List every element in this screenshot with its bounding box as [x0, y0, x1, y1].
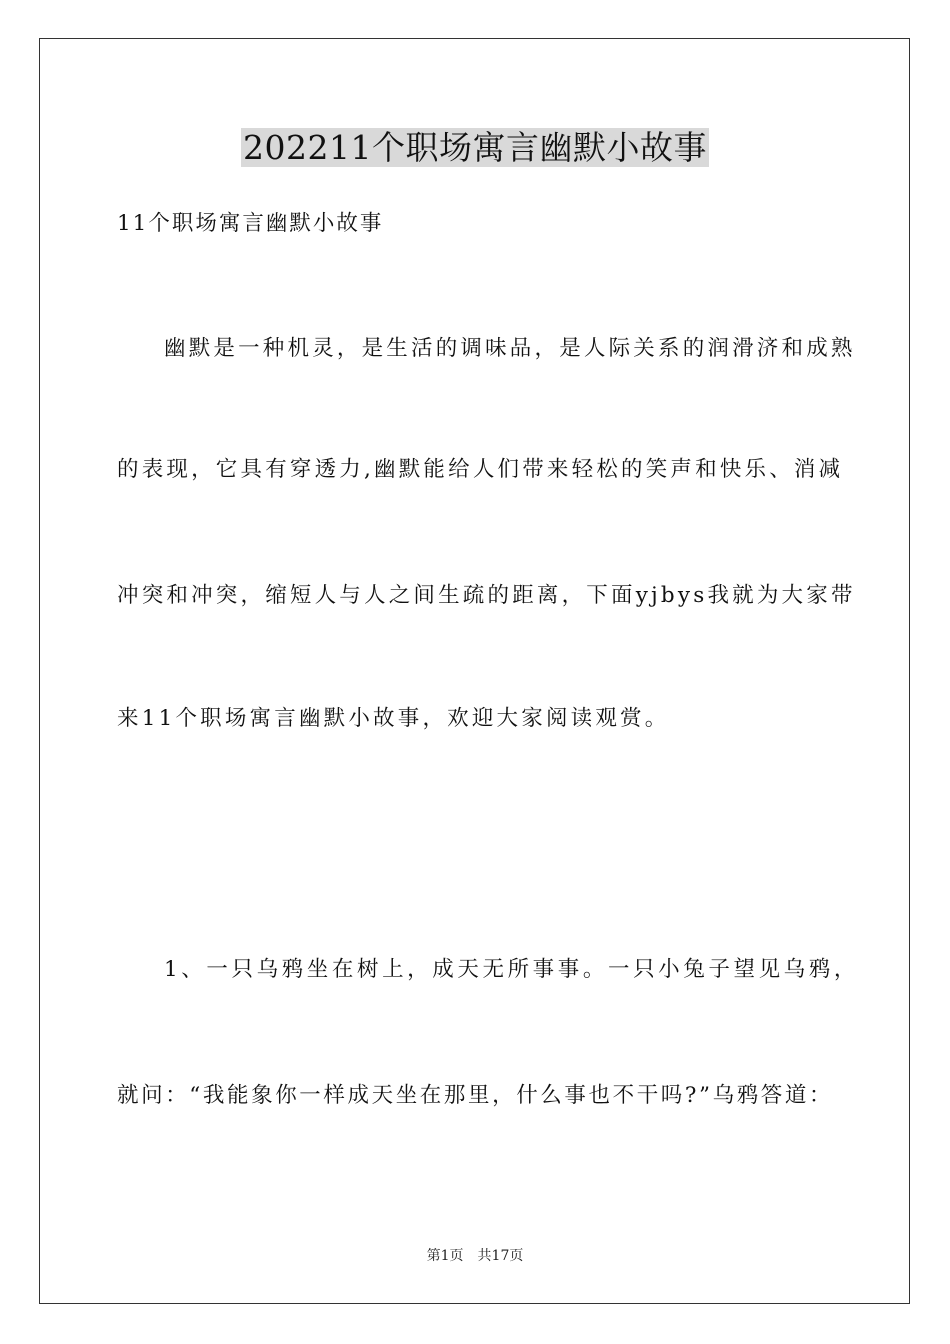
paragraph-2-line-2: 就问：“我能象你一样成天坐在那里，什么事也不干吗?”乌鸦答道：: [117, 1083, 834, 1108]
document-title: [0, 126, 950, 170]
paragraph-1-line-2: 的表现，它具有穿透力,幽默能给人们带来轻松的笑声和快乐、消减: [117, 457, 844, 482]
document-subtitle: 11个职场寓言幽默小故事: [117, 211, 384, 236]
paragraph-1-line-1: 幽默是一种机灵，是生活的调味品，是人际关系的润滑济和成熟: [164, 336, 856, 361]
total-pages: 共17页: [477, 1248, 524, 1264]
page-footer: [0, 1246, 950, 1266]
page-number: 第1页: [426, 1248, 464, 1264]
paragraph-1-line-3: 冲突和冲突，缩短人与人之间生疏的距离，下面yjbys我就为大家带: [117, 583, 856, 608]
paragraph-1-line-4: 来11个职场寓言幽默小故事，欢迎大家阅读观赏。: [117, 706, 670, 731]
paragraph-2-line-1: 1、一只乌鸦坐在树上，成天无所事事。一只小兔子望见乌鸦，: [164, 957, 859, 982]
document-title-text: 202211个职场寓言幽默小故事: [243, 128, 707, 167]
